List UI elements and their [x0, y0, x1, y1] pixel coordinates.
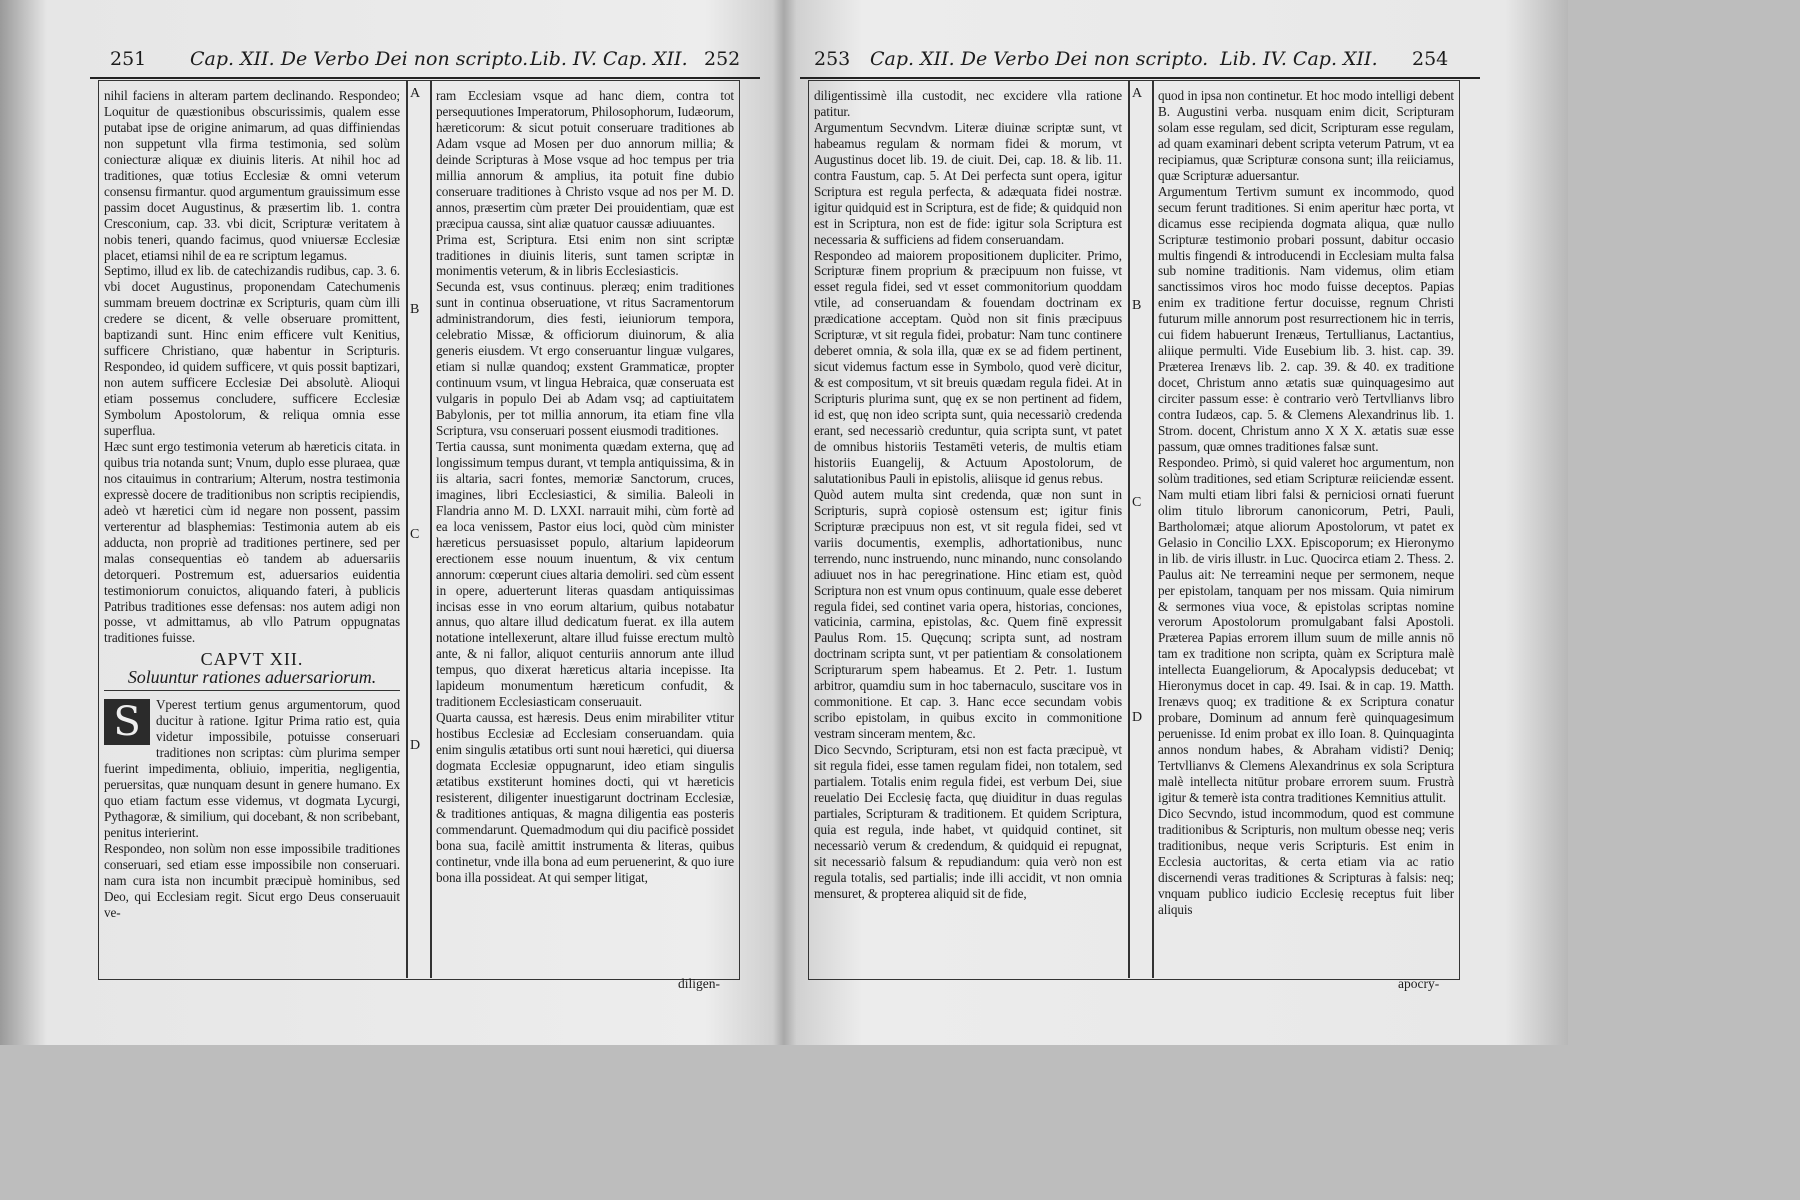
header-rule — [800, 77, 1480, 79]
left-running-head — [90, 44, 760, 78]
chapter-heading: CAPVT XII. — [200, 649, 304, 670]
margin-marker: A — [1132, 86, 1143, 101]
paragraph: Secunda est, vsus continuus. pleræq; enim traditiones sunt in continua obseruatione, vt ritus Sacramentorum administrandorum, dies festi, ieiuniorum tempora, celebratio Missæ, & officiorum diuinorum, & alia generis eiusdem. Vt ergo conseruantur linguæ vulgares, etiam si nullæ quandoq; exstent Grammaticæ, propter continuum vsum, vt lingua Hebraica, quæ conseruata est vulgaris in populo Dei ab Adam vsq; ad captiuitatem Babylonis, per tot millia annorum, ita etiam fine vlla Scriptura, vsu conseruari possent eiusmodi traditiones. — [436, 279, 734, 439]
paragraph: Respondeo ad maiorem propositionem dupliciter. Primo, Scripturæ finem proprium & præcipuum non fuisse, vt esset regula fidei, sed vt esset commonitorium quoddam vtile, ad conseruandam & fouendam doctrinam ex prædicatione acceptam. Quòd non sit finis præcipuus Scripturæ, vt sit regula fidei, probatur: Nam tunc continere deberet omnia, & sola illa, quæ ex se ad fidem pertinent, sicut videmus factum esse in Symbolo, quod verè dicitur, & est compositum, vt sit breuis quædam regula fidei. At in Scripturis plurima sunt, quę ex se non pertinent ad fidem, id est, quę non ideo scripta sunt, quia necessariò credenda erant, sed necessariò creduntur, quia scripta sunt, vt patet de omnibus historiis Testamēti veteris, de multis etiam historiis Euangelij, & Actuum Apostolorum, de salutationibus Pauli in epistolis, aliisque id genus rebus. — [814, 247, 1122, 486]
running-title: Cap. XII. De Verbo Dei non scripto. — [190, 48, 529, 70]
margin-marker: B — [410, 302, 420, 317]
header-rule — [90, 77, 760, 79]
margin-marker: D — [410, 738, 421, 753]
running-title-book: Lib. IV. Cap. XII. — [530, 48, 688, 70]
paragraph: Quòd autem multa sint credenda, quæ non sunt in Scripturis, suprà copiosè ostensum est; igitur finis Scripturæ præcipuus non est, vt sit regula fidei, sed vt variis documentis, exemplis, adhortationibus, nunc terrendo, nunc instruendo, nunc minando, nunc consolando adiuuet nos in hac peregrinatione. Hinc etiam est, quòd Scriptura non est vnum opus continuum, quale esse deberet regula fidei, sed continet varia opera, historias, conciones, vaticinia, carmina, epistolas, &c. Quem finē expressit Paulus Rom. 15. Quęcunq; scripta sunt, ad nostram doctrinam scripta sunt, vt per patientiam & consolationem Scripturarum spem habeamus. Et 2. Petr. 1. Iustum arbitror, quamdiu sum in hoc tabernaculo, suscitare vos in commonitione. Et cap. 3. Hanc ecce secundam vobis scribo epistolam, in quibus excito in commonitione vestram sinceram mentem, &c. — [814, 486, 1122, 742]
right-column-1 — [814, 88, 1122, 976]
running-title: Cap. XII. De Verbo Dei non scripto. — [870, 48, 1209, 70]
column-rule — [1128, 80, 1130, 978]
catchword: apocry- — [1398, 976, 1440, 991]
left-column-1 — [104, 88, 400, 976]
paragraph: Argumentum Secvndvm. Literæ diuinæ scriptæ sunt, vt habeamus regulam & normam fidei & morum, vt Augustinus docet lib. 19. de ciuit. Dei, cap. 18. & lib. 11. contra Faustum, cap. 5. At Dei perfecta sunt opera, igitur Scriptura est regula perfecta, & adæquata fidei nostræ. igitur quidquid est in Scriptura, est de fide; & quidquid non est in Scriptura, non est de fide: igitur sola Scriptura est necessaria & sufficiens ad fidem conseruandam. — [814, 119, 1122, 247]
paragraph: ram Ecclesiam vsque ad hanc diem, contra tot persequutiones Imperatorum, Philosophorum, Iudæorum, hæreticorum: & sicut potuit conseruare traditiones ab Adam vsque ad Mosen per duo annorum millia; & deinde Scripturas à Mose vsque ad hoc tempus per tria millia annorum & amplius, ita potuit fine dubio conseruare traditiones à Christo vsque ad nos per M. D. annos, præsertim cùm præter Dei prouidentiam, quæ est præcipua caussa, sint aliæ quatuor caussæ adiuuantes. — [436, 88, 734, 231]
paragraph: diligentissimè illa custodit, nec excidere vlla ratione patitur. — [814, 88, 1122, 119]
paragraph: Vperest tertium genus argumentorum, quod ducitur à ratione. Igitur Prima ratio est, quia videtur impossibile, potuisse conseruari traditiones non scriptas: cùm plurima semper fuerint impedimenta, obliuio, imperitia, negligentia, peruersitas, quæ nunquam desunt in genere humano. Ex quo etiam factum esse videmus, vt dogmata Lycurgi, Pythagoræ, & similium, qui docebant, & non scribebant, penitus interierint. — [104, 697, 400, 840]
right-page — [800, 30, 1480, 990]
margin-marker: A — [410, 86, 421, 101]
right-column-2 — [1158, 88, 1454, 976]
paragraph: Respondeo, non solùm non esse impossibile traditiones conseruari, sed etiam esse impossibile non conseruari. nam cura ista non incumbit præcipuè hominibus, sed Deo, qui Ecclesiam regit. Sicut ergo Deus conseruauit ve- — [104, 840, 400, 920]
left-column-2 — [436, 88, 734, 976]
page-number: 253 — [814, 48, 851, 70]
margin-marker: C — [410, 527, 420, 542]
page-number: 251 — [110, 48, 147, 70]
right-running-head — [800, 44, 1480, 78]
paragraph: Dico Secvndo, istud incommodum, quod est commune traditionibus & Scripturis, non multum obesse neq; veris traditionibus, neque veris Scripturis. Est enim in Ecclesia auctoritas, & certa etiam via ac ratio discernendi veras traditiones & Scripturas à falsis: neq; vnquam publico iudicio Ecclesię receptus fuit liber aliquis — [1158, 805, 1454, 917]
paragraph: Argumentum Tertivm sumunt ex incommodo, quod secum ferunt traditiones. Si enim aperitur hæc porta, vt dicamus esse recipienda dogmata aliqua, quæ nullo Scripturæ testimonio probari possunt, dabitur occasio multis fingendi & introducendi in Ecclesiam multa falsa sub nomine traditionis. Nam videmus, olim etiam sanctissimos viros hoc modo fuisse deceptos. Papias enim ex traditione fertur docuisse, regnum Christi futurum mille annorum post resurrectionem hic in terris, cui fidem habuerunt Irenæus, Tertullianus, Lactantius, aliique permulti. Vide Eusebium lib. 3. hist. cap. 39. Præterea Irenævs lib. 2. cap. 39. & 40. ex traditione docet, Christum anno ætatis suæ quinquagesimo aut circiter passum esse: è contrario verò Tertvllianvs libro contra Iudæos, cap. 5. & Clemens Alexandrinus lib. 1. Strom. docent, Christum anno X X X. ætatis suæ esse passum, quæ omnes traditiones falsæ sunt. — [1158, 183, 1454, 454]
paragraph: Respondeo. Primò, si quid valeret hoc argumentum, non solùm traditiones, sed etiam Scripturæ reiiciendæ essent. Nam multi etiam libri falsi & perniciosi ornati fuerunt olim titulo librorum canonicorum, Petri, Pauli, Bartholomæi; atque aliorum Apostolorum, vt patet ex Gelasio in Concilio LXX. Episcoporum; ex Hieronymo in lib. de viris illustr. in Luc. Quocirca etiam 2. Thess. 2. Paulus ait: Ne terreamini neque per sermonem, neque per epistolam, tanquam per nos missam. Quia nimirum & sermones viua voce, & epistolas scriptas nomine verorum Apostolorum promulgabant falsi Apostoli. Præterea Papias errorem illum suum de mille annis nō tam ex traditione non scripta, quàm ex Scriptura malè intellecta Euangeliorum, & Apocalypsis deducebat; vt Hieronymus docet in cap. 49. Isai. & in cap. 19. Matth. Irenævs quoq; ex traditione & ex Scriptura conatur probare, Dominum ad annum ferè quinquagesimum peruenisse. Id enim probat ex illo Ioan. 8. Quinquaginta annos nondum habes, & Abraham vidisti? Deniq; Tertvllianvs & Clemens Alexandrinus ex sola Scriptura malè intellecta nitūtur probare errorem suum. Frustrà igitur & temerè ista contra traditiones Kemnitius attulit. — [1158, 454, 1454, 805]
paragraph: quod in ipsa non continetur. Et hoc modo intelligi debent B. Augustini verba. nusquam enim dicit, Scripturam solam esse regulam, sed dicit, Scripturam esse regulam, ad quam examinari debent scripta veterum Patrum, vt ea recipiamus, quæ Scripturæ consona sunt; illa reiiciamus, quæ Scripturæ aduersantur. — [1158, 88, 1454, 183]
paragraph: nihil faciens in alteram partem declinando. Respondeo; Loquitur de quæstionibus obscurissimis, qualem esse putabat ipse de origine animarum, ad quas diffiniendas non suppetunt vlla firma testimonia, sed solùm coniecturæ aliquæ ex diuinis literis. At nihil hoc ad traditiones, quæ totius Ecclesiæ & omni veterum consensu firmantur. quod argumentum grauissimum esse passim docet Augustinus, & præsertim lib. 1. contra Cresconium, cap. 33. vbi dicit, Scripturæ veritatem à nobis teneri, quando facimus, quod vniuersæ Ecclesiæ placet, etiamsi nihil de ea re scriptum legamus. — [104, 88, 400, 263]
paragraph: Hæc sunt ergo testimonia veterum ab hæreticis citata. in quibus tria notanda sunt; Vnum, duplo esse pluraea, quæ nos citauimus in contrarium; Alterum, nostra testimonia expressè docere de traditionibus non scriptis recipiendis, adeò vt hæretici cùm id negare non possent, passim verterentur ad blasphemias: Testimonia autem ab eis adducta, non propriè ad traditiones pertinere, sed per malas consequentias eò tandem ab aduersariis detorqueri. Postremum est, aduersarios euidentia testimoniorum conuictos, aliquando fateri, à publicis Patribus traditiones esse defensas: nos autem adigi non posse, vt admittamus, ab vllo Patrum oppugnatas traditiones fuisse. — [104, 438, 400, 646]
dropcap-initial: S — [104, 699, 150, 745]
column-rule — [430, 80, 432, 978]
page-number: 252 — [704, 48, 741, 70]
paragraph: Dico Secvndo, Scripturam, etsi non est facta præcipuè, vt sit regula fidei, esse tamen regulam fidei, non totalem, sed partialem. Totalis enim regula fidei, est verbum Dei, siue reuelatio Dei Ecclesię facta, quę diuiditur in duas regulas partiales, Scripturam & traditionem. Et quidem Scriptura, quia est regula, inde habet, vt quidquid continet, sit necessariò verum & credendum, & quidquid ei repugnat, sit necessariò falsum & repudiandum: quia verò non est regula totalis, sed partialis; inde illi accidit, vt non omnia mensuret, & propterea aliquid sit de fide, — [814, 742, 1122, 901]
catchword: diligen- — [678, 976, 720, 991]
paragraph: Prima est, Scriptura. Etsi enim non sint scriptæ traditiones in diuinis literis, sunt tamen scriptæ in monimentis veterum, & in libris Ecclesiasticis. — [436, 231, 734, 279]
column-rule — [406, 80, 408, 978]
page-number: 254 — [1412, 48, 1449, 70]
margin-marker: C — [1132, 495, 1142, 510]
chapter-subtitle: Soluuntur rationes aduersariorum. — [104, 670, 400, 691]
margin-marker: B — [1132, 298, 1142, 313]
running-title-book: Lib. IV. Cap. XII. — [1220, 48, 1378, 70]
margin-marker: D — [1132, 710, 1143, 725]
paragraph: Tertia caussa, sunt monimenta quædam externa, quę ad longissimum tempus durant, vt templa antiquissima, & in iis altaria, sacri fontes, memoriæ Sanctorum, cruces, imagines, libri Ecclesiastici, & similia. Baleoli in Flandria anno M. D. LXXI. narrauit mihi, cùm fortè ad ea loca venissem, Pastor eius loci, quòd cùm minister hæreticus persuasisset populo, altarium lapideorum erectionem esse nouum inuentum, & vix centum annorum: cœperunt ciues altaria demoliri. sed cùm essent in opere, aduerterunt literas quasdam antiquissimas incisas esse in vno eorum altarium, quibus notabatur annus, quo altare illud dedicatum fuerat. ex illa autem notatione intellexerunt, altare illud fuisse erectum multò ante, & ni fallor, aliquot centuriis annorum ante illud tempus, quo dixerat hæreticus altaria incepisse. Ita lapideum monumentum hæreticum confudit, & traditionem Ecclesiasticam conseruauit. — [436, 438, 734, 710]
paragraph: Quarta caussa, est hæresis. Deus enim mirabiliter vtitur hostibus Ecclesiæ ad Ecclesiam conseruandam. quia enim singulis ætatibus orti sunt noui hæretici, qui diuersa dogmata Ecclesiæ oppugnarunt, ideo etiam singulis ætatibus exstiterunt homines docti, qui vt hæreticis resisterent, diligenter inuestigarunt doctrinam Ecclesiæ, & traditiones antiquas, & magna diligentia eas posteris commendarunt. Quemadmodum qui diu pacificè possidet bona sua, facilè amittit instrumenta & literas, quibus continetur, vnde illa bona ad eum peruenerint, & quo iure bona illa possideat. At qui semper litigat, — [436, 710, 734, 885]
paragraph: Septimo, illud ex lib. de catechizandis rudibus, cap. 3. 6. vbi docet Augustinus, proponendam Catechumenis summam breuem doctrinæ ex Scripturis, quam cùm illi credere se dicent, & velle obseruare promittent, baptizandi sunt. Hinc enim efficere vult Kenitius, sufficere Christiano, quæ habentur in Scripturis. Respondeo, id quidem sufficere, vt quis possit baptizari, non autem sufficere Ecclesiæ Dei absolutè. Alioqui etiam possemus concludere, sufficere Ecclesiæ Symbolum Apostolorum, & reliqua omnia esse superflua. — [104, 263, 400, 439]
left-page — [90, 30, 760, 990]
column-rule — [1152, 80, 1154, 978]
